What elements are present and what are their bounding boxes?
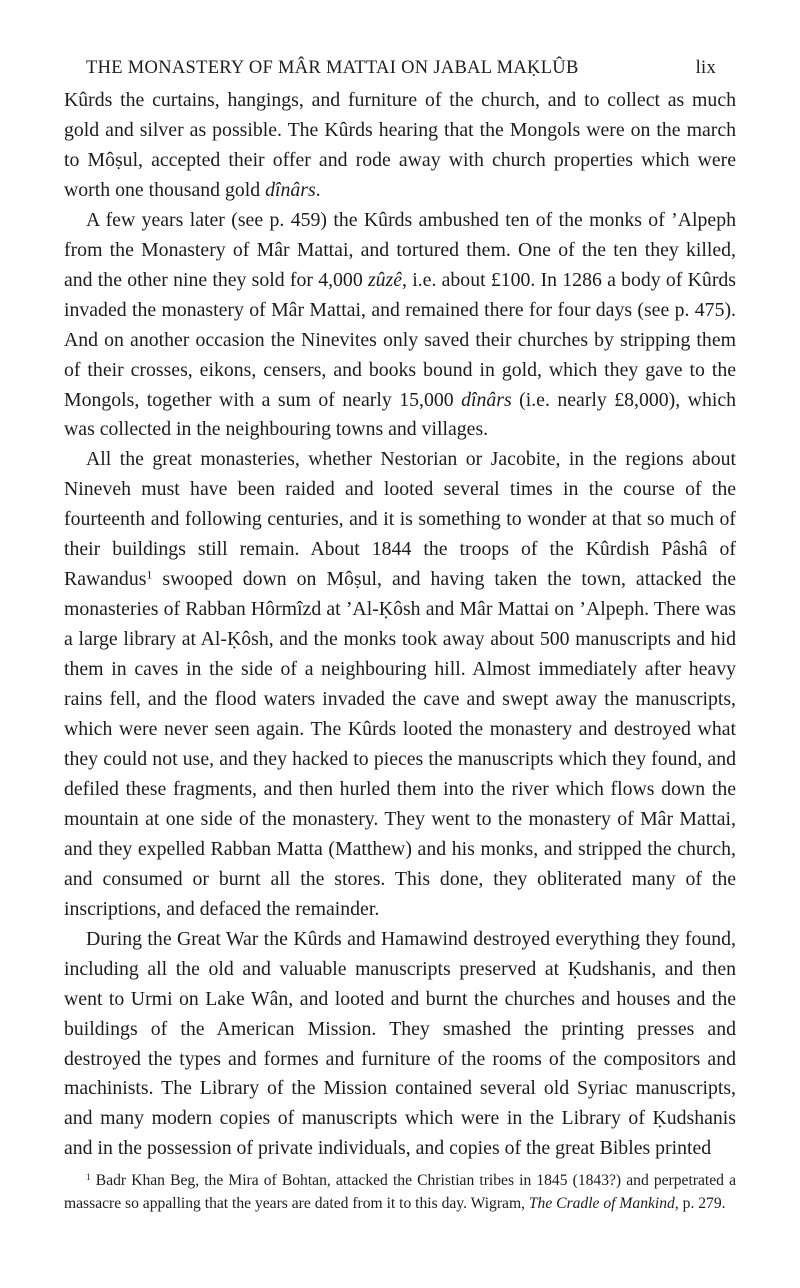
paragraph bbox=[64, 925, 736, 1165]
running-head bbox=[86, 58, 716, 79]
text-run: (i.e. nearly £8,000), which was collected in the neighbouring towns and villages. bbox=[64, 388, 737, 441]
text-run: swooped down on Môṣul, and having taken the town, attacked the monasteries of Rabban Hôrmîzd at ’Al-Ḳôsh and Mâr Mattai on ’Alpeph. There was a large library at Al-Ḳôsh, and the monks took away about 500 manuscripts and hid them in caves in the side of a neighbouring hill. Almost immediately after heavy rains fell, and the flood waters invaded the cave and swept away the manuscripts, which were never seen again. The Kûrds looted the monastery and destroyed what they could not use, and they hacked to pieces the manuscripts which they found, and defiled these fragments, and then hurled them into the river which flows down the mountain at one side of the monastery. They went to the monastery of Mâr Mattai, and they expelled Rabban Matta (Matthew) and his monks, and stripped the church, and consumed or burnt all the stores. This done, they obliterated many of the inscriptions, and defaced the remainder. bbox=[64, 568, 736, 920]
page-number: lix bbox=[695, 58, 716, 78]
paragraph bbox=[64, 206, 736, 446]
text-run: , p. 279. bbox=[674, 1194, 726, 1212]
italic-text: dînârs bbox=[461, 388, 512, 411]
footnotes bbox=[64, 1170, 736, 1215]
footnote bbox=[64, 1170, 736, 1215]
footnote-marker: 1 bbox=[146, 567, 153, 582]
footnote-marker: 1 bbox=[86, 1172, 91, 1183]
paragraph bbox=[64, 445, 736, 924]
italic-text: zûzê bbox=[367, 268, 403, 291]
text-run: Badr Khan Beg, the Mira of Bohtan, attacked the Christian tribes in 1845 (1843?) and perpetrated a massacre so appalling that the years are dated from it to this day. Wigram, bbox=[64, 1172, 736, 1212]
text-run: Kûrds the curtains, hangings, and furniture of the church, and to collect as much gold and silver as possible. The Kûrds hearing that the Mongols were on the march to Môṣul, accepted their offer and rode away with church properties which were worth one thousand gold bbox=[64, 89, 736, 201]
text-run: , i.e. about £100. In 1286 a body of Kûrds invaded the monastery of Mâr Mattai, and remained there for four days (see p. 475). And on another occasion the Ninevites only saved their churches by stripping them of their crosses, eikons, censers, and books bound in gold, which they gave to the Mongols, together with a sum of nearly 15,000 bbox=[64, 268, 736, 411]
text-run: A few years later (see p. 459) the Kûrds ambushed ten of the monks of ’Alpeph from the Monastery of Mâr Mattai, and tortured them. One of the ten they killed, and the other nine they sold for 4,000 bbox=[64, 208, 736, 291]
text-run: All the great monasteries, whether Nestorian or Jacobite, in the regions about Nineveh must have been raided and looted several times in the course of the fourteenth and following centuries, and it is something to wonder at that so much of their buildings still remain. About 1844 the troops of the Kûrdish Pâshâ of Rawandus bbox=[64, 448, 736, 591]
running-head-title: THE MONASTERY OF MÂR MATTAI ON JABAL MAḲLÛB bbox=[86, 58, 579, 78]
italic-text: dînârs bbox=[265, 178, 316, 201]
text-run: . bbox=[315, 178, 321, 201]
italic-text: The Cradle of Mankind bbox=[528, 1194, 675, 1212]
body-text bbox=[64, 86, 736, 1164]
paragraph bbox=[64, 86, 736, 206]
text-run: During the Great War the Kûrds and Hamawind destroyed everything they found, including all the old and valuable manuscripts preserved at Ḳudshanis, and then went to Urmi on Lake Wân, and looted and burnt the churches and houses and the buildings of the American Mission. They smashed the printing presses and destroyed the types and formes and furniture of the rooms of the compositors and machinists. The Library of the Mission contained several old Syriac manuscripts, and many modern copies of manuscripts which were in the Library of Ḳudshanis and in the possession of private individuals, and copies of the great Bibles printed bbox=[64, 927, 736, 1160]
